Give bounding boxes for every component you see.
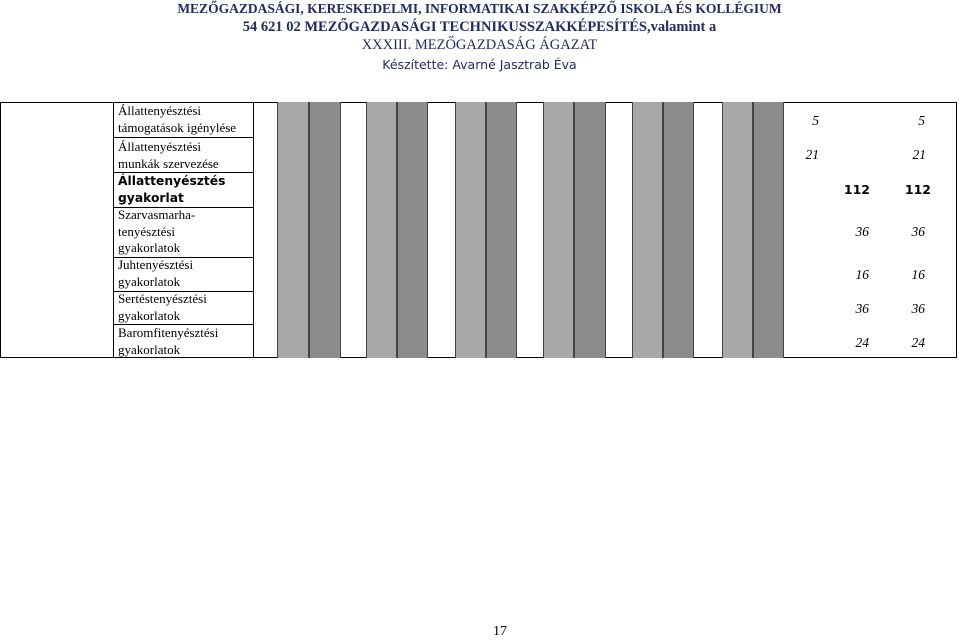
row-7-value-a: 24 [855, 335, 869, 350]
row-4-value-b: 36 [911, 224, 925, 239]
row-4-name: Szarvasmarha- tenyésztési gyakorlatok [118, 207, 196, 255]
sector-title [0, 37, 959, 54]
grid-column [722, 102, 753, 358]
row-1-value-b: 5 [918, 113, 925, 128]
grid-column [486, 102, 517, 358]
row-6-name: Sertéstenyésztési gyakorlatok [118, 291, 207, 323]
row-3-value-b: 112 [904, 182, 931, 197]
row-7-name: Baromfitenyésztési gyakorlatok [118, 325, 219, 357]
grid-column [574, 102, 606, 358]
row-divider [114, 137, 253, 138]
row-4-value-a: 36 [855, 224, 869, 239]
grid-column [309, 102, 341, 358]
grid-column [397, 102, 428, 358]
row-2-value-a: 21 [805, 147, 819, 162]
grid-column [455, 102, 486, 358]
qualification-title: 54 621 02 MEZŐGAZDASÁGI TECHNIKUSSZAKKÉPESÍTÉS,valamint a [242, 19, 717, 35]
author-line: Készítette: Avarné Jasztrab Éva [382, 57, 577, 72]
grid-column [277, 102, 309, 358]
grid-column [753, 102, 784, 358]
page-number: 17 [493, 624, 507, 639]
row-6-value-b: 36 [911, 301, 925, 316]
row-2-name: Állattenyésztési munkák szervezése [118, 139, 219, 171]
row-3-value-a: 112 [843, 182, 870, 197]
row-6-value-a: 36 [855, 301, 869, 316]
row-7-value-b: 24 [911, 335, 925, 350]
row-5-name: Juhtenyésztési gyakorlatok [118, 257, 194, 289]
row-5-value-a: 16 [855, 267, 869, 282]
grid-column [366, 102, 397, 358]
grid-column [663, 102, 694, 358]
table-divider-left [113, 102, 114, 358]
grid-column [543, 102, 574, 358]
row-5-value-b: 16 [911, 267, 925, 282]
grid-column [632, 102, 663, 358]
row-1-value-a: 5 [812, 113, 819, 128]
sector-name: MEZŐGAZDASÁG ÁGAZAT [411, 37, 598, 53]
sector-number: XXXIII. [361, 37, 412, 53]
row-2-value-b: 21 [912, 147, 926, 162]
row-3-name: Állattenyésztés gyakorlat [118, 174, 226, 205]
row-1-name: Állattenyésztési támogatások igénylése [118, 103, 237, 135]
school-name: MEZŐGAZDASÁGI, KERESKEDELMI, INFORMATIKAI SZAKKÉPZŐ ISKOLA ÉS KOLLÉGIUM [177, 1, 782, 16]
table-divider-names [253, 102, 254, 358]
